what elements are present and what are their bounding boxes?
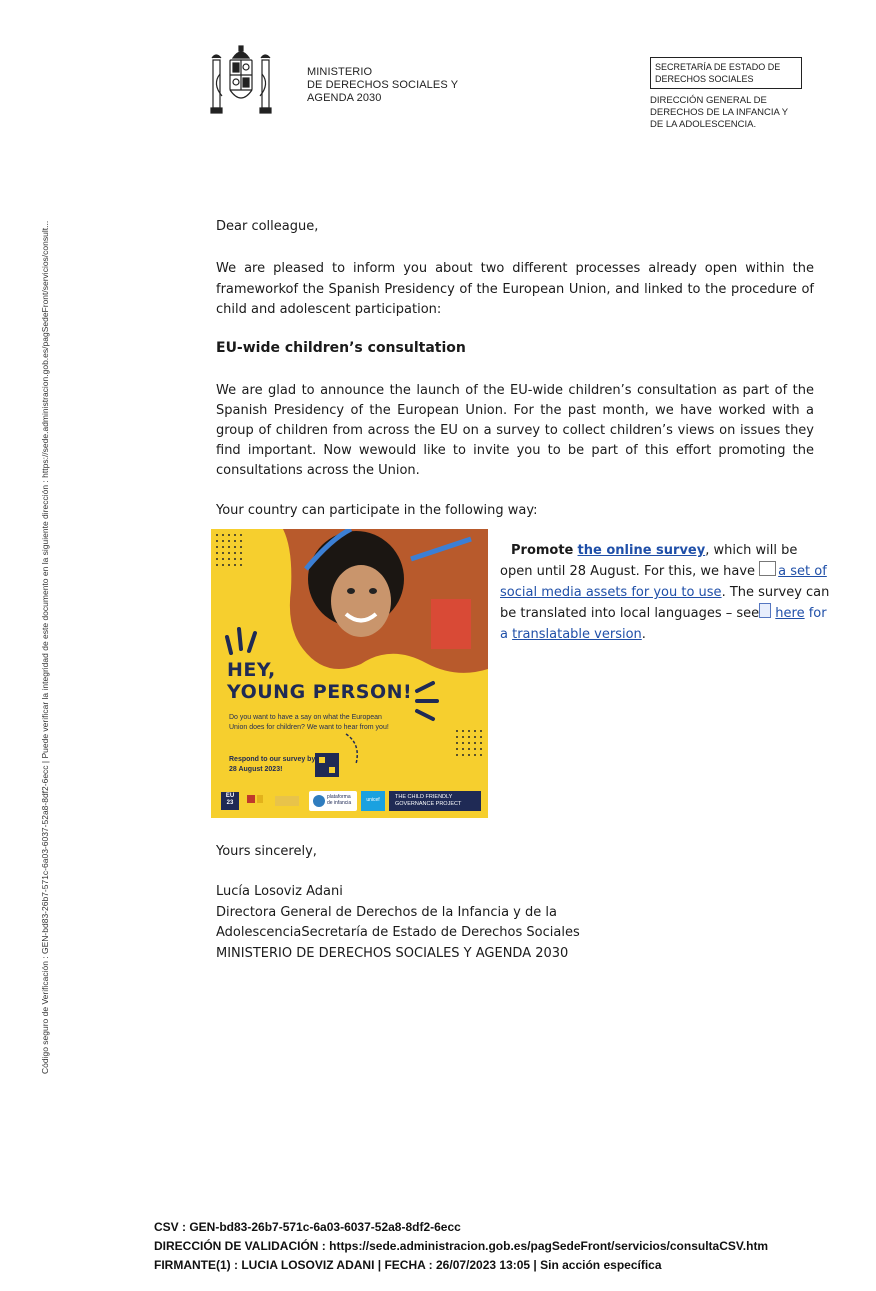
signer-info: FIRMANTE(1) : LUCIA LOSOVIZ ADANI | FECHA : 26/07/2023 13:05 | Sin acción específica	[154, 1258, 662, 1272]
for-a-text: for a	[500, 606, 827, 642]
participate-line: Your country can participate in the following way:	[216, 503, 538, 518]
promote-paragraph: Promote the online survey, which will be open until 28 August. For this, we have a set of social media assets for you to use. The survey can be translated into local languages – see here for a translatable version.	[500, 543, 830, 642]
file-placeholder-icon	[759, 561, 776, 576]
promote-after-text: , which will be open until 28 August. For this, we have	[500, 543, 798, 579]
validation-footer	[154, 1218, 768, 1275]
poster-logo-plataforma: plataforma de infancia	[327, 794, 352, 806]
closing-line: Yours sincerely,	[216, 844, 317, 859]
poster-body: Do you want to have a say on what the European Union does for children? We want to hear from you!	[229, 714, 389, 731]
section-paragraph: We are glad to announce the launch of the EU-wide children’s consultation as part of the Spanish Presidency of the European Union. For the past month, we have worked with a group of children from across the EU on a survey to collect children’s views on issues they find important. Now wewould like to invite you to be part of this effort promoting the consultations across the Union.	[216, 383, 814, 478]
poster-logo-cfg: THE CHILD FRIENDLY GOVERNANCE PROJECT	[395, 794, 462, 807]
poster-cta: Respond to our survey by 28 August 2023!	[229, 756, 316, 773]
signer-name: Lucía Losoviz Adani	[216, 884, 343, 899]
here-link[interactable]: here	[775, 606, 805, 621]
poster-logo-unicef: unicef	[366, 797, 380, 803]
online-survey-link[interactable]: the online survey	[577, 543, 706, 558]
signer-title-2: AdolescenciaSecretaría de Estado de Derechos Sociales	[216, 925, 580, 940]
social-media-assets-link[interactable]: a set of social media assets for you to use	[500, 564, 827, 600]
validation-url: DIRECCIÓN DE VALIDACIÓN : https://sede.administracion.gob.es/pagSedeFront/servicios/consultaCSV.htm	[154, 1239, 769, 1253]
signature-block	[216, 882, 580, 964]
direccion-general: DIRECCIÓN GENERAL DE DERECHOS DE LA INFANCIA Y DE LA ADOLESCENCIA.	[650, 95, 789, 130]
promote-label: Promote	[511, 543, 574, 558]
poster-headline: HEY, YOUNG PERSON!	[227, 659, 413, 703]
greeting: Dear colleague,	[216, 219, 319, 234]
coat-of-arms-logo	[208, 44, 274, 122]
ministry-name: MINISTERIO DE DERECHOS SOCIALES Y AGENDA 2030	[307, 66, 459, 104]
poster-logo-eu: EU 23	[225, 793, 235, 806]
survey-poster	[211, 529, 488, 818]
translatable-version-link[interactable]: translatable version	[512, 627, 642, 642]
translated-text: The survey can be translated into local languages – see	[500, 585, 830, 621]
document-icon	[759, 603, 771, 618]
signer-title-1: Directora General de Derechos de la Infancia y de la	[216, 904, 557, 920]
signer-ministry: MINISTERIO DE DERECHOS SOCIALES Y AGENDA 2030	[216, 945, 569, 961]
intro-paragraph: We are pleased to inform you about two different processes already open within the frameworkof the Spanish Presidency of the European Union, and linked to the procedure of child and adolescent participation:	[216, 261, 814, 317]
section-title: EU-wide children’s consultation	[216, 340, 466, 356]
csv-code: CSV : GEN-bd83-26b7-571c-6a03-6037-52a8-8df2-6ecc	[154, 1220, 461, 1234]
secretaria-box: SECRETARÍA DE ESTADO DE DERECHOS SOCIALES	[650, 57, 802, 89]
side-verification-note: Código seguro de Verificación : GEN-bd83-26b7-571c-6a03-6037-52a8-8df2-6ecc | Puede verificar la integridad de este documento en la siguiente dirección : https://sede.administracion.gob.es/pagSedeFront/servicios/consult...	[40, 220, 50, 1074]
